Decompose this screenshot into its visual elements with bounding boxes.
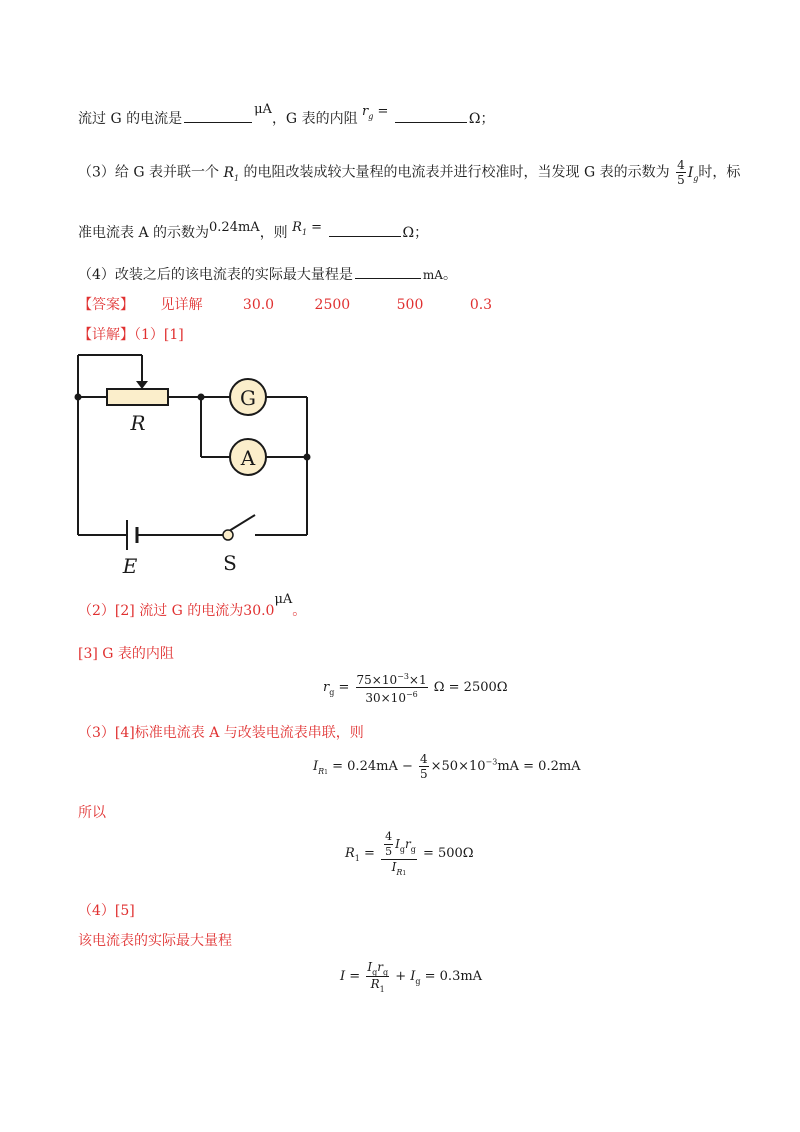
answer-value: 见详解 — [160, 297, 203, 313]
question-line-2 — [78, 102, 495, 128]
unit: Ω — [468, 111, 481, 127]
answer-value: 500 — [396, 297, 424, 313]
equation-1: $r_g$ = $\frac{75\times 10^{-3}\times 1}{30\times 10^{-6}}$ Ω = 2500Ω — [323, 672, 508, 705]
fraction: $\frac{4}{5}$ — [677, 158, 685, 187]
answer-label: 【答案】 — [78, 297, 134, 313]
question-line-3 — [78, 158, 740, 187]
answer-blank[interactable] — [184, 110, 252, 123]
unit: Ω — [402, 225, 415, 241]
part3b-line: 所以 — [78, 805, 106, 821]
text: ，G 表的内阻 — [271, 111, 358, 127]
equation-2: $I_{R1} = 0.24mA$ − $\frac{4}{5}$ $\times 50\times 10^{-3}mA = 0.2mA$ — [313, 752, 581, 781]
circuit-diagram — [70, 345, 320, 575]
switch-S — [223, 530, 233, 540]
text: （2）[2] 流过 G 的电流为 — [78, 603, 244, 619]
resistor-R — [107, 389, 168, 405]
part4b-line: 该电流表的实际最大量程 — [78, 933, 232, 949]
text: ； — [414, 225, 429, 241]
meter-A-label: A — [240, 446, 256, 470]
part4-line: （4）[5] — [78, 903, 135, 919]
text: 准电流表 A 的示数为 — [78, 225, 210, 241]
part3-line: （3）[4]标准电流表 A 与改装电流表串联，则 — [78, 725, 364, 741]
equation-3: $R_1$ = $\frac{4}{5}$ $I_gr_g$ $I_{R1}$ = 500Ω — [345, 830, 474, 877]
S-label: S — [223, 551, 237, 575]
text: 。 — [292, 603, 307, 619]
unit: μA — [274, 592, 293, 607]
value: 30.0 — [243, 603, 275, 619]
text: （3）给 G 表并联一个 — [78, 164, 219, 181]
slider-arrow-icon — [136, 381, 148, 389]
text: 。 — [442, 267, 457, 283]
text: ； — [480, 111, 495, 127]
equation-4: I = $\frac{I_gr_g}{R_1}$ + $I_g = 0.3mA$ — [340, 960, 483, 994]
question-line-4 — [78, 222, 428, 242]
question-line-5 — [78, 264, 457, 284]
E-label: E — [122, 554, 138, 575]
R-label: R — [130, 411, 146, 435]
unit: mA — [422, 268, 443, 282]
part2b-line: [3] G 表的内阻 — [78, 646, 174, 662]
answer-value: 30.0 — [242, 297, 275, 313]
ig-symbol: $I_g$ — [687, 164, 699, 183]
answer-blank[interactable] — [395, 110, 467, 123]
answer-blank[interactable] — [355, 266, 421, 279]
text: ，则 — [259, 225, 288, 241]
text: （4）改装之后的该电流表的实际最大量程是 — [78, 267, 353, 283]
rg-symbol: $r_g$ = — [362, 104, 389, 121]
detail-label: 【详解】（1）[1] — [78, 327, 184, 343]
answer-value: 2500 — [314, 297, 351, 313]
meter-G-label: G — [240, 386, 256, 410]
r1-symbol: $R_1$ = — [292, 220, 323, 237]
answer-row — [78, 294, 492, 314]
value: 0.24mA — [209, 220, 260, 235]
r1-symbol: $R_1$ — [223, 164, 240, 183]
text: 流过 G 的电流是 — [78, 111, 183, 127]
unit: μA — [254, 102, 272, 117]
answer-value: 0.3 — [469, 297, 493, 313]
answer-blank[interactable] — [329, 224, 401, 237]
text: 的电阻改装成较大量程的电流表并进行校准时，当发现 G 表的示数为 — [243, 164, 670, 181]
part2-line — [78, 592, 307, 620]
text: 时，标 — [698, 164, 741, 181]
